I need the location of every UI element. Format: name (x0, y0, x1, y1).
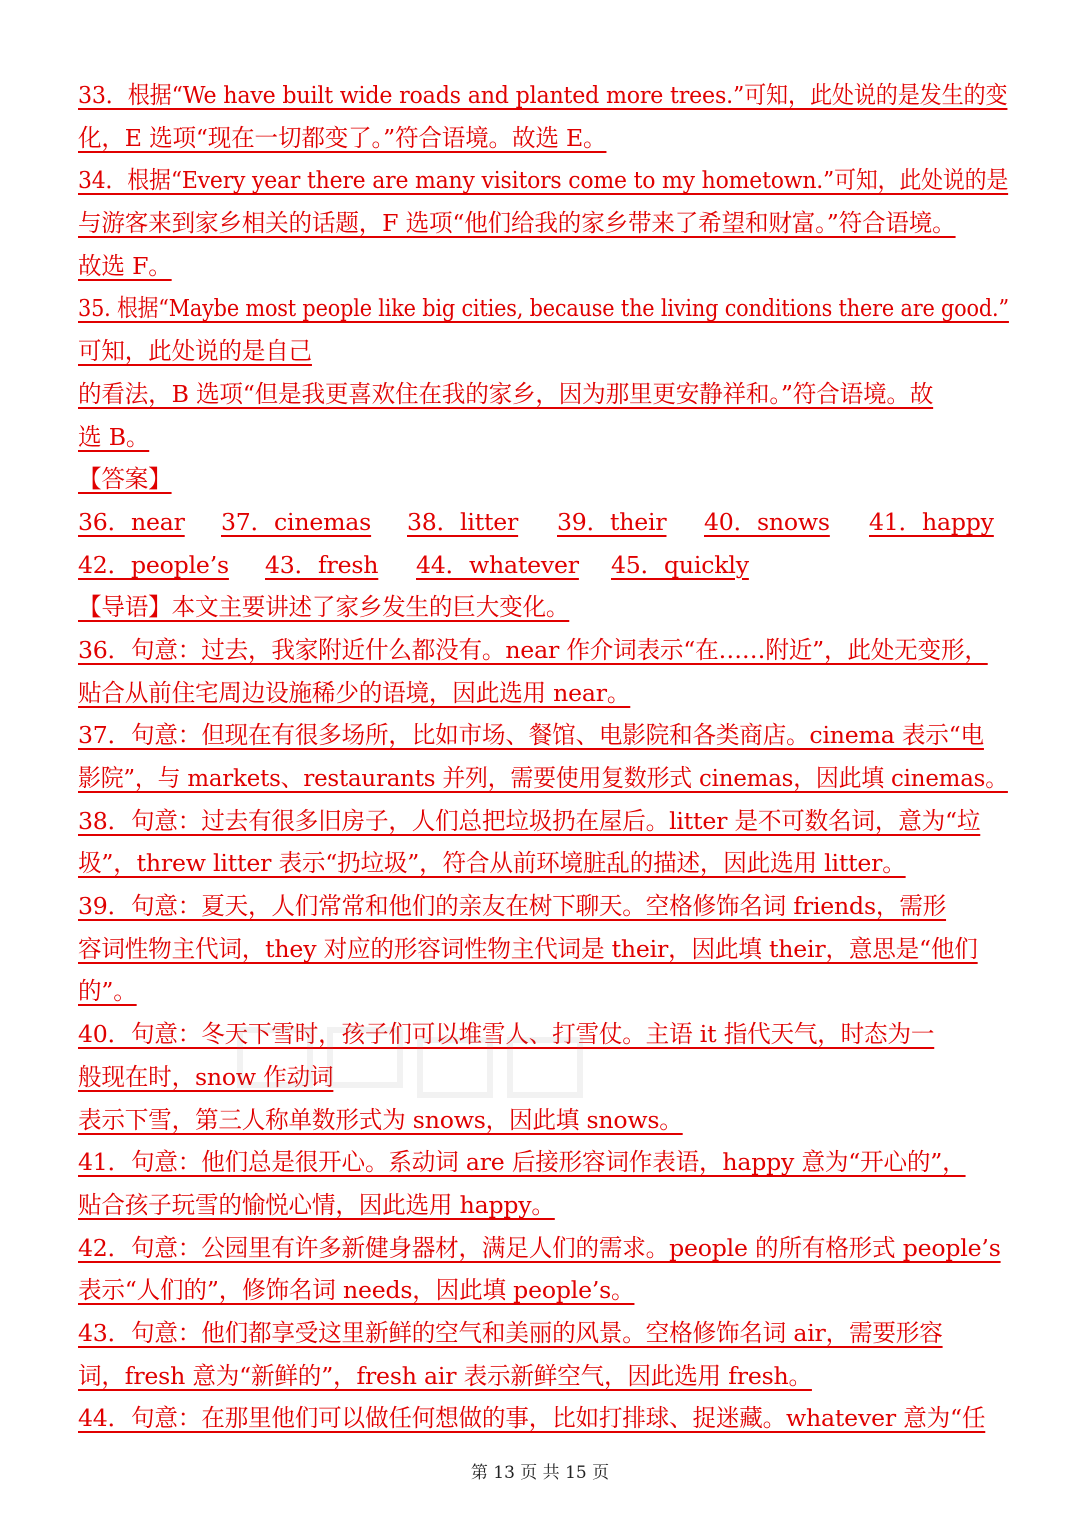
paragraph-e37 (78, 714, 1008, 799)
text-span: 43．句意：他们都享受这里新鲜的空气和美丽的风景。空格修饰名词 air，需要形容 (78, 1318, 943, 1347)
text-line (78, 1397, 1008, 1440)
text-line (78, 800, 1008, 843)
intro-line (78, 586, 1008, 629)
answer-42: 42．people’s (78, 550, 229, 579)
answer-43: 43．fresh (265, 550, 379, 579)
answer-heading-line (78, 458, 1008, 501)
text-line (78, 1355, 1008, 1398)
answer-40: 40．snows (704, 507, 830, 536)
text-span: 33．根据“We have built wide roads and planted more trees.”可知，此处说的是发生的变 (78, 81, 1008, 109)
text-line (78, 1141, 1008, 1184)
text-line (78, 885, 1008, 928)
text-span: 贴合孩子玩雪的愉悦心情，因此选用 happy。 (78, 1190, 555, 1219)
text-line (78, 287, 1009, 330)
text-span: 化，E 选项“现在一切都变了。”符合语境。故选 E。 (78, 123, 607, 152)
text-span: 38．句意：过去有很多旧房子，人们总把垃圾扔在屋后。litter 是不可数名词，意为“垃 (78, 806, 981, 835)
text-line (78, 757, 1008, 800)
text-span: 34．根据“Every year there are many visitors come to my hometown.”可知，此处说的是 (78, 166, 1009, 195)
text-span: 影院”，与 markets、restaurants 并列，需要使用复数形式 cinemas，因此填 cinemas。 (78, 764, 1008, 792)
text-line (78, 1227, 1008, 1270)
paragraph-e38 (78, 800, 1008, 885)
text-line (78, 373, 1008, 416)
text-span: 的”。 (78, 977, 137, 1006)
text-span: 选 B。 (78, 422, 150, 451)
text-span: 般现在时，snow 作动词 (78, 1062, 334, 1091)
text-span: 37．句意：但现在有很多场所，比如市场、餐馆、电影院和各类商店。cinema 表示“电 (78, 721, 984, 750)
text-span: 42．句意：公园里有许多新健身器材，满足人们的需求。people 的所有格形式 people’s (78, 1233, 1001, 1262)
paragraph-e41 (78, 1141, 1008, 1226)
text-span: 词，fresh 意为“新鲜的”，fresh air 表示新鲜空气，因此选用 fresh。 (78, 1361, 812, 1390)
text-line (78, 159, 1009, 202)
text-line (78, 1184, 1008, 1227)
paragraph-e43 (78, 1312, 1008, 1397)
text-line (78, 245, 1008, 288)
text-line (78, 202, 1008, 245)
text-line (78, 1312, 1008, 1355)
text-span: 41．句意：他们总是很开心。系动词 are 后接形容词作表语，happy 意为“开心的”， (78, 1148, 966, 1177)
text-span: 表示下雪，第三人称单数形式为 snows，因此填 snows。 (78, 1105, 683, 1134)
paragraph-q35 (78, 287, 1008, 458)
text-span: 39．句意：夏天，人们常常和他们的亲友在树下聊天。空格修饰名词 friends，需形 (78, 892, 947, 921)
text-span: 圾”，threw litter 表示“扔垃圾”，符合从前环境脏乱的描述，因此选用 litter。 (78, 849, 906, 878)
text-line (78, 1013, 1008, 1056)
text-span: 36．句意：过去，我家附近什么都没有。near 作介词表示“在……附近”，此处无变形， (78, 635, 988, 664)
text-span: 40．句意：冬天下雪时，孩子们可以堆雪人、打雪仗。主语 it 指代天气，时态为一 (78, 1020, 935, 1049)
paragraph-q33 (78, 74, 1008, 159)
answer-41: 41．happy (869, 507, 994, 536)
paragraph-q34 (78, 159, 1008, 287)
text-line (78, 74, 1008, 117)
text-span: 的看法，B 选项“但是我更喜欢住在我的家乡，因为那里更安静祥和。”符合语境。故 (78, 379, 934, 408)
text-line (78, 1099, 1008, 1142)
answer-row-1 (78, 501, 1008, 544)
paragraph-e39 (78, 885, 1008, 1013)
text-line (78, 629, 1008, 672)
page-number-footer: 第 13 页 共 15 页 (470, 1463, 610, 1483)
text-line (78, 330, 1008, 373)
text-span: 与游客来到家乡相关的话题，F 选项“他们给我的家乡带来了希望和财富。”符合语境。 (78, 209, 956, 238)
text-line (78, 672, 1008, 715)
text-span: 故选 F。 (78, 251, 172, 280)
text-line (78, 714, 1008, 757)
answer-row-2 (78, 544, 1008, 587)
paragraph-e42 (78, 1227, 1008, 1312)
answer-heading: 【答案】 (78, 465, 172, 494)
text-span: 容词性物主代词，they 对应的形容词性物主代词是 their，因此填 their，意思是“他们 (78, 934, 978, 963)
text-line (78, 928, 1008, 971)
text-span: 贴合从前住宅周边设施稀少的语境，因此选用 near。 (78, 678, 631, 707)
paragraph-e40 (78, 1013, 1008, 1141)
answer-45: 45．quickly (611, 550, 749, 579)
paragraph-e36 (78, 629, 1008, 714)
text-line (78, 842, 1008, 885)
text-line (78, 416, 1008, 459)
text-span: 35. 根据“Maybe most people like big cities, because the living conditions there are good.” (78, 294, 1009, 323)
paragraph-e44 (78, 1397, 1008, 1440)
answer-39: 39．their (557, 507, 667, 536)
answer-explanations (78, 74, 1008, 1440)
answer-37: 37．cinemas (221, 507, 372, 536)
text-line (78, 1056, 1008, 1099)
answer-36: 36．near (78, 507, 185, 536)
text-span: 表示“人们的”，修饰名词 needs，因此填 people’s。 (78, 1276, 635, 1305)
answer-44: 44．whatever (416, 550, 579, 579)
answer-38: 38．litter (407, 507, 519, 536)
text-line (78, 970, 1008, 1013)
text-line (78, 1269, 1008, 1312)
text-line (78, 117, 1008, 160)
text-span: 可知，此处说的是自己 (78, 337, 312, 366)
text-span: 44．句意：在那里他们可以做任何想做的事，比如打排球、捉迷藏。whatever 意为“任 (78, 1404, 986, 1433)
intro-text: 【导语】本文主要讲述了家乡发生的巨大变化。 (78, 593, 570, 622)
